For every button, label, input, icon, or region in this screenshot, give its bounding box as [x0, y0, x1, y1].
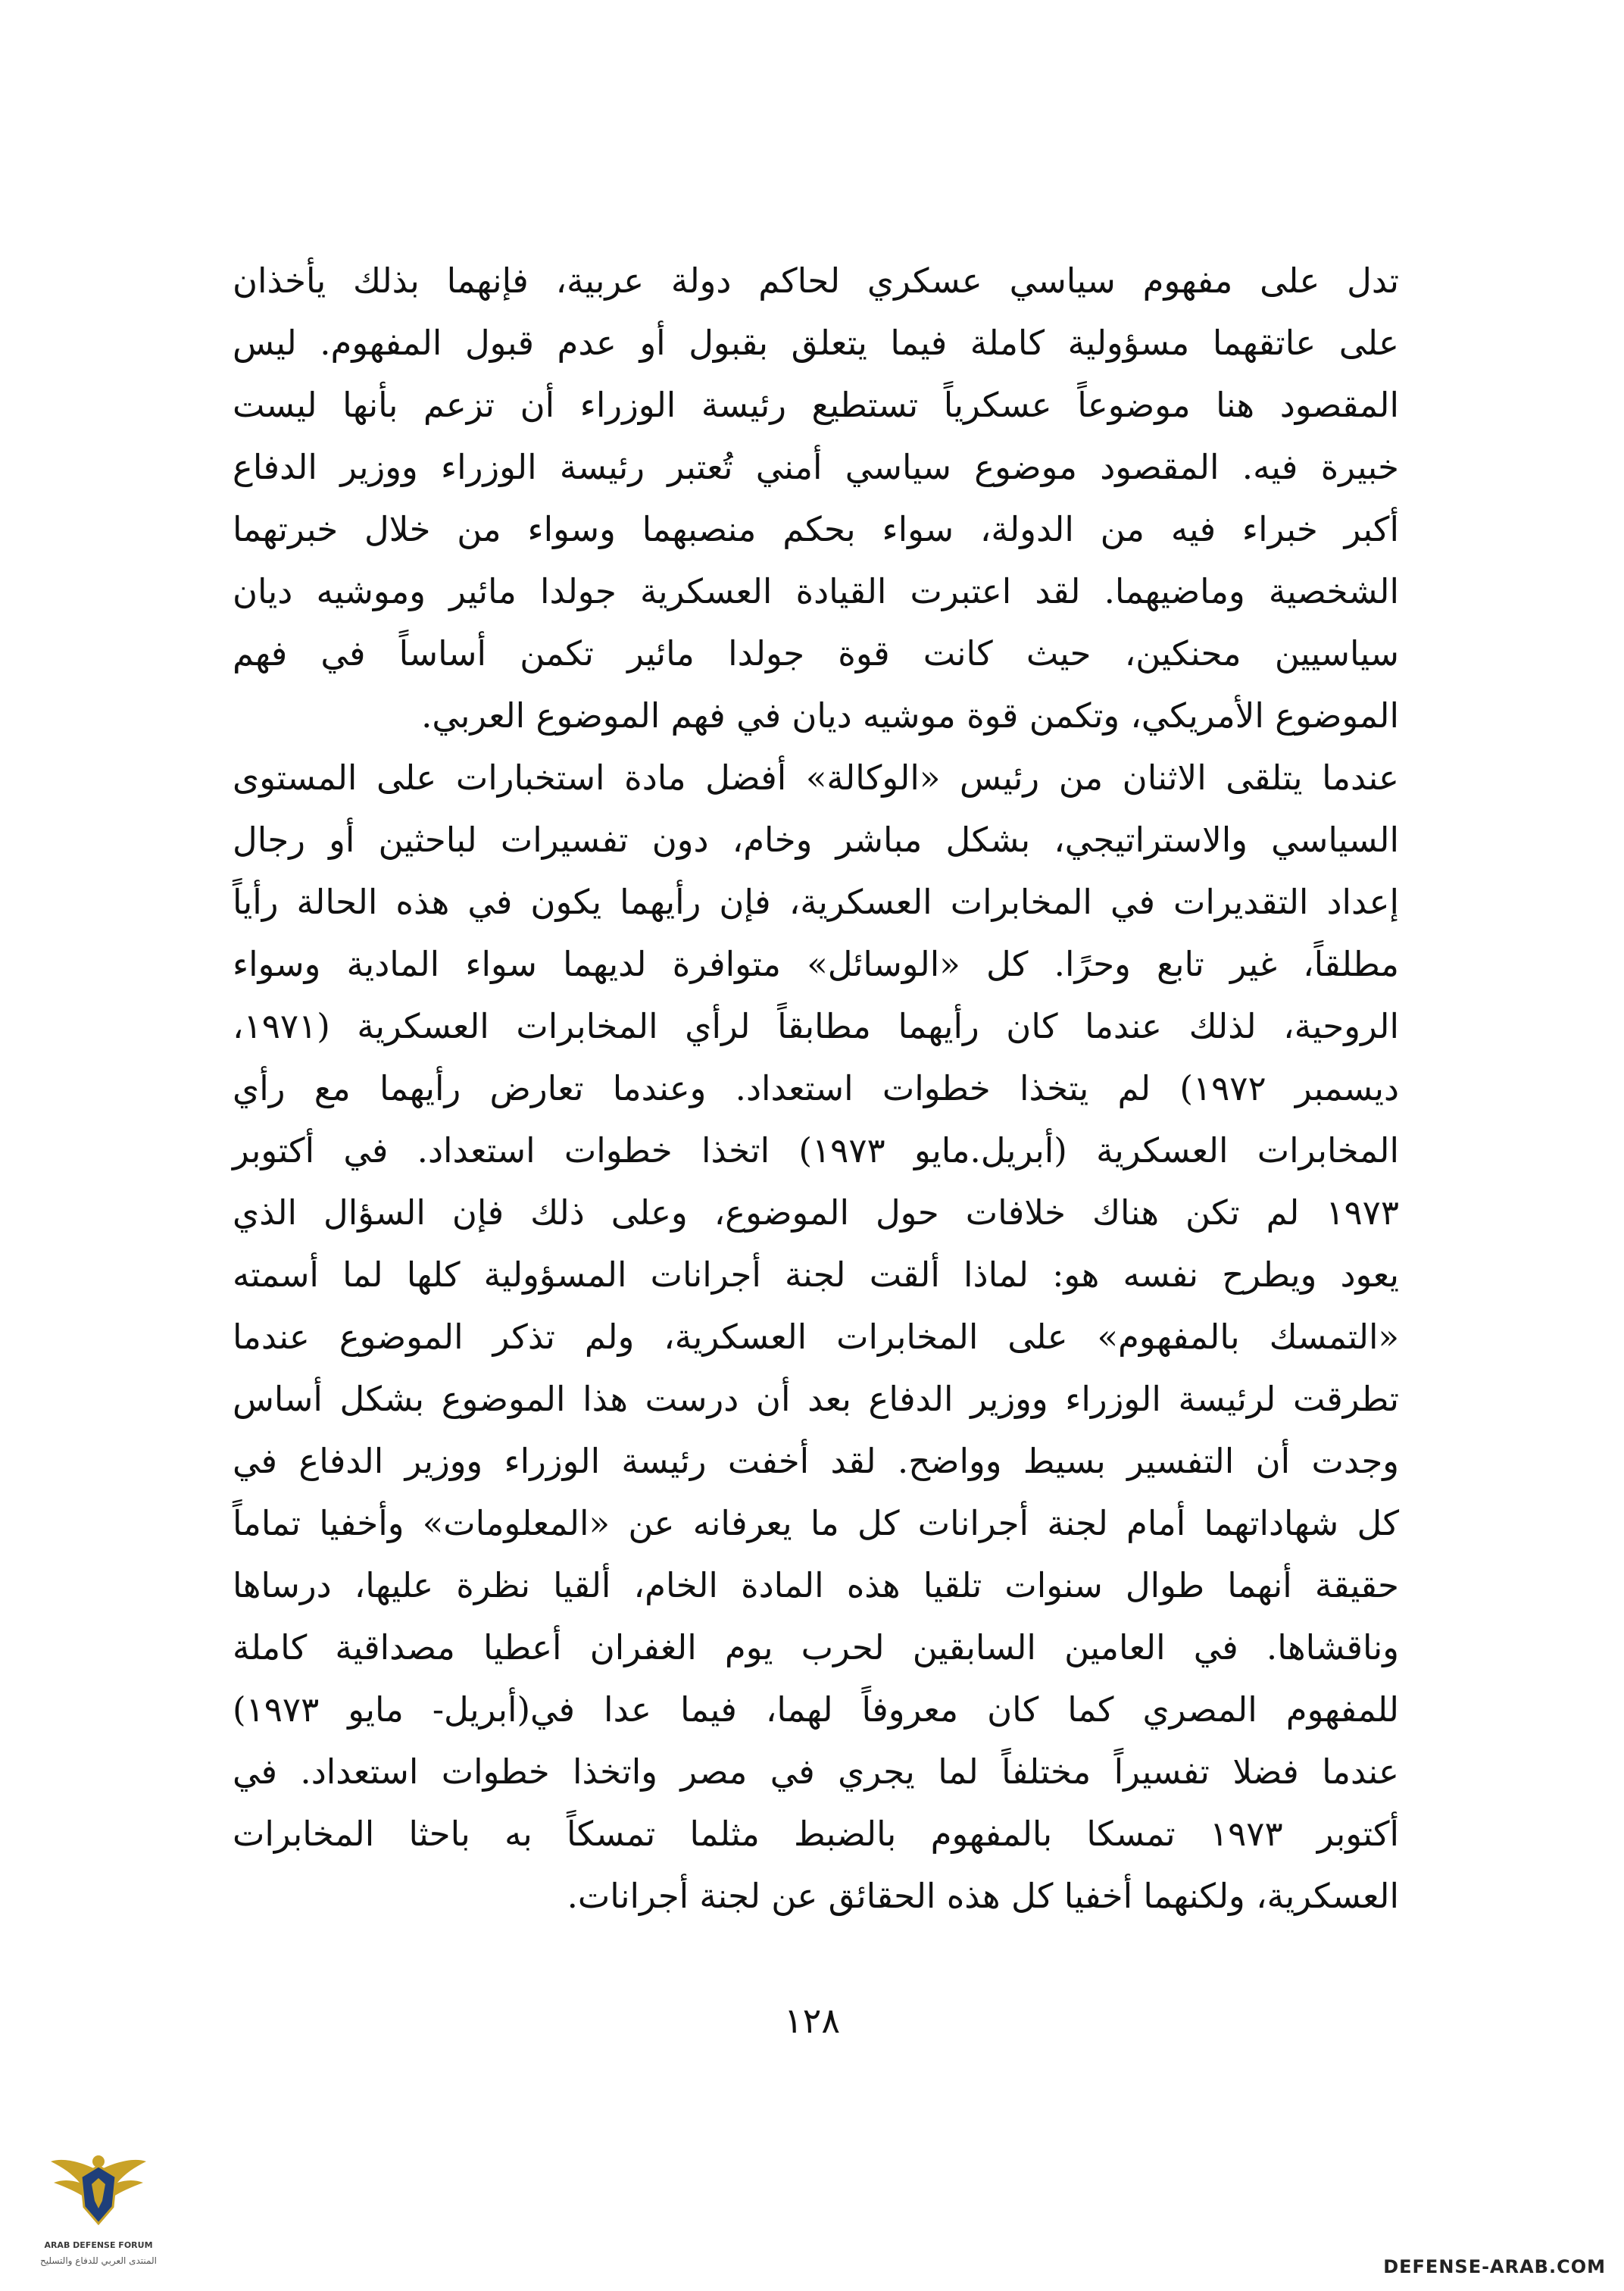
text-line: يعود ويطرح نفسه هو: لماذا ألقت لجنة أجرانات المسؤولية كلها لما أسمته [233, 1255, 1399, 1295]
text-line: إعداد التقديرات في المخابرات العسكرية، فإن رأيهما يكون في هذه الحالة رأياً [233, 882, 1399, 922]
text-line: وجدت أن التفسير بسيط وواضح. لقد أخفت رئيسة الوزراء ووزير الدفاع في [233, 1441, 1399, 1481]
text-line: للمفهوم المصري كما كان معروفاً لهما، فيما عدا في(أبريل- مايو ١٩٧٣) [233, 1689, 1399, 1730]
text-line: السياسي والاستراتيجي، بشكل مباشر وخام، دون تفسيرات لباحثين أو رجال [233, 820, 1399, 860]
text-line: كل شهاداتهما أمام لجنة أجرانات كل ما يعرفانه عن «المعلومات» وأخفيا تماماً [233, 1503, 1399, 1543]
text-line: تطرقت لرئيسة الوزراء ووزير الدفاع بعد أن درست هذا الموضوع بشكل أساس [233, 1379, 1399, 1419]
text-line: أكبر خبراء فيه من الدولة، سواء بحكم منصبهما وسواء من خلال خبرتهما [233, 509, 1399, 549]
text-line: مطلقاً، غير تابع وحرًا. كل «الوسائل» متوافرة لديهما سواء المادية وسواء [233, 944, 1399, 984]
page-number: ١٢٨ [783, 2000, 841, 2041]
text-line: الروحية، لذلك عندما كان رأيهما مطابقاً لرأي المخابرات العسكرية (١٩٧١، [233, 1006, 1399, 1046]
forum-logo [30, 2140, 167, 2284]
text-line: ديسمبر ١٩٧٢) لم يتخذا خطوات استعداد. وعندما تعارض رأيهما مع رأي [233, 1068, 1400, 1108]
text-line: «التمسك بالمفهوم» على المخابرات العسكرية، ولم تذكر الموضوع عندما [233, 1317, 1399, 1357]
text-line: حقيقة أنهما طوال سنوات تلقيا هذه المادة الخام، ألقيا نظرة عليها، درساها [233, 1565, 1399, 1605]
text-line: الموضوع الأمريكي، وتكمن قوة موشيه ديان في فهم الموضوع العربي. [421, 695, 1399, 736]
text-line: المخابرات العسكرية (أبريل.مايو ١٩٧٣) اتخذا خطوات استعداد. في أكتوبر [233, 1130, 1399, 1171]
page-body-text [233, 250, 1399, 1927]
text-line: خبيرة فيه. المقصود موضوع سياسي أمني تُعتبر رئيسة الوزراء ووزير الدفاع [233, 447, 1399, 487]
logo-subtitle: المنتدى العربي للدفاع والتسليح [40, 2255, 157, 2266]
text-line: أكتوبر ١٩٧٣ تمسكا بالمفهوم بالضبط مثلما تمسكاً به باحثا المخابرات [233, 1814, 1399, 1854]
text-line: المقصود هنا موضوعاً عسكرياً تستطيع رئيسة الوزراء أن تزعم بأنها ليست [233, 385, 1399, 425]
text-line: تدل على مفهوم سياسي عسكري لحاكم دولة عربية، فإنهما بذلك يأخذان [233, 261, 1399, 301]
text-line: العسكرية، ولكنهما أخفيا كل هذه الحقائق عن لجنة أجرانات. [567, 1876, 1399, 1916]
logo-title: ARAB DEFENSE FORUM [44, 2240, 153, 2250]
text-line: عندما يتلقى الاثنان من رئيس «الوكالة» أفضل مادة استخبارات على المستوى [233, 758, 1399, 798]
site-watermark: DEFENSE-ARAB.COM [1383, 2256, 1606, 2277]
text-line: سياسيين محنكين، حيث كانت قوة جولدا مائير تكمن أساساً في فهم [233, 633, 1399, 674]
text-line: ١٩٧٣ لم تكن هناك خلافات حول الموضوع، وعلى ذلك فإن السؤال الذي [233, 1192, 1399, 1233]
text-line: الشخصية وماضيهما. لقد اعتبرت القيادة العسكرية جولدا مائير وموشيه ديان [233, 571, 1399, 611]
text-line: على عاتقهما مسؤولية كاملة فيما يتعلق بقبول أو عدم قبول المفهوم. ليس [233, 323, 1399, 363]
eagle-shield-icon [49, 2140, 148, 2239]
text-line: وناقشاها. في العامين السابقين لحرب يوم الغفران أعطيا مصداقية كاملة [233, 1627, 1399, 1667]
text-line: عندما فضلا تفسيراً مختلفاً لما يجري في مصر واتخذا خطوات استعداد. في [233, 1752, 1399, 1792]
